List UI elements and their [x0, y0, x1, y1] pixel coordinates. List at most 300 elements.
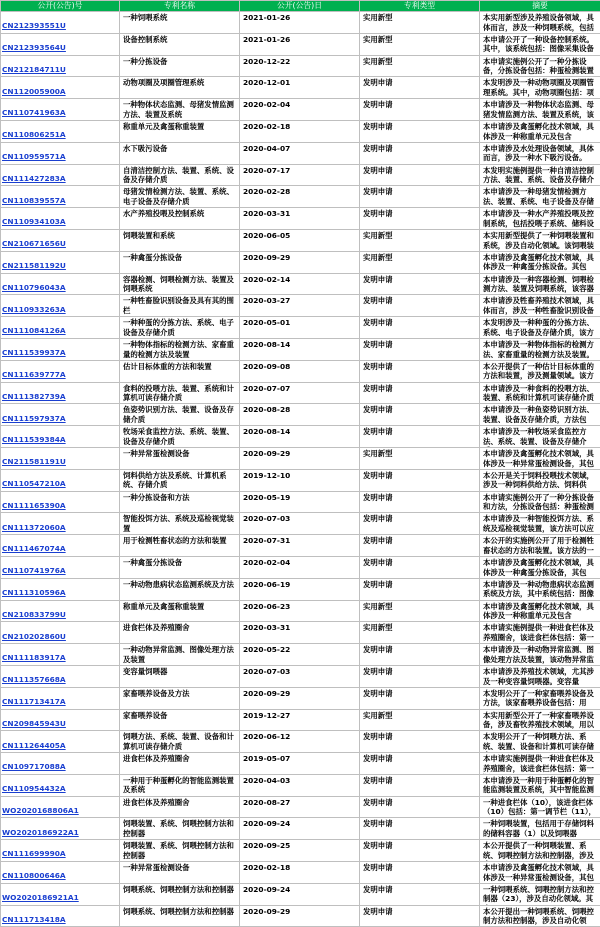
pub-date-cell[interactable]: 2020-05-19	[240, 492, 360, 514]
patent-link[interactable]: CN111382739A	[2, 391, 66, 401]
abstract-cell[interactable]: 本申请涉及禽蛋孵化技术领域，具体涉及一种禽蛋分拣设备。其包	[480, 252, 600, 274]
header-row	[1, 1, 600, 12]
abstract-cell[interactable]: 本申请涉及一种智能投饵方法、系统及巡检视觉装置，该方法可以应	[480, 513, 600, 535]
pub-date-cell[interactable]: 2019-12-10	[240, 470, 360, 492]
pub-no-cell	[1, 99, 120, 121]
abstract-cell[interactable]: 本申请涉及禽蛋孵化技术领域，具体涉及一种称重单元及包含	[480, 121, 600, 143]
type-cell[interactable]: 发明申请	[360, 492, 480, 514]
type-cell[interactable]: 实用新型	[360, 56, 480, 78]
pub-date-cell[interactable]: 2020-08-28	[240, 404, 360, 426]
abstract-cell[interactable]: 本申请涉及一种母猪发情检测方法、装置、系统、电子设备及存储	[480, 186, 600, 208]
table-row[interactable]	[1, 12, 600, 34]
abstract-cell[interactable]: 本公开提出一种饲喂系统、饲喂控制方法和控制器，涉及自动化领	[480, 906, 600, 927]
abstract-cell[interactable]: 本发明公开了一种家畜喂养设备及方法，该家畜喂养设备包括：用	[480, 688, 600, 710]
type-cell[interactable]: 发明申请	[360, 470, 480, 492]
patent-link[interactable]: WO2020186922A1	[2, 827, 79, 837]
header-pub-no[interactable]: 公开(公告)号	[1, 1, 120, 12]
abstract-cell[interactable]: 本实用新型公开了一种家畜喂养设备，涉及畜牧养殖技术领域，用以	[480, 710, 600, 732]
title-cell[interactable]: 家畜喂养设备及方法	[120, 688, 240, 710]
type-cell[interactable]: 发明申请	[360, 644, 480, 666]
pub-no-cell	[1, 56, 120, 78]
patent-link[interactable]: CN110934103A	[2, 217, 66, 227]
pub-no-cell	[1, 513, 120, 535]
table-row[interactable]	[1, 34, 600, 56]
pub-no-cell	[1, 34, 120, 56]
abstract-cell[interactable]: 本实用新型提供了一种饲喂装置和系统，涉及自动化领域。该饲喂装	[480, 230, 600, 252]
abstract-cell[interactable]: 本申请涉及养殖技术领域，尤其涉及一种变容量饲喂器。变容量	[480, 666, 600, 688]
type-cell[interactable]: 实用新型	[360, 448, 480, 470]
pub-no-cell	[1, 710, 120, 732]
table-row[interactable]	[1, 208, 600, 230]
pub-no-cell	[1, 688, 120, 710]
table-row[interactable]	[1, 579, 600, 601]
patent-link[interactable]: WO2020168806A1	[2, 805, 79, 815]
abstract-cell[interactable]: 本实用新型涉及养殖设备领域，具体而言，涉及一种饲喂系统，包括	[480, 12, 600, 34]
abstract-cell[interactable]: 本申请涉及一种鱼姿势识别方法、装置、设备及存储介质，方法包	[480, 404, 600, 426]
type-cell[interactable]: 实用新型	[360, 12, 480, 34]
abstract-cell[interactable]: 本申请涉及一种动物患病状态监测系统及方法，其中系统包括：图像	[480, 579, 600, 601]
abstract-cell[interactable]: 本申请涉及水处理设备领域，具体而言，涉及一种水下吸污设备。	[480, 143, 600, 165]
pub-no-cell	[1, 818, 120, 840]
pub-no-cell	[1, 361, 120, 383]
table-row[interactable]	[1, 470, 600, 492]
pub-date-cell[interactable]: 2020-02-28	[240, 186, 360, 208]
pub-no-cell	[1, 601, 120, 623]
pub-no-cell	[1, 797, 120, 819]
title-cell[interactable]: 用于检测牲畜状态的方法和装置	[120, 535, 240, 557]
pub-date-cell[interactable]: 2020-05-22	[240, 644, 360, 666]
type-cell[interactable]: 实用新型	[360, 230, 480, 252]
title-cell[interactable]: 变容量饲喂器	[120, 666, 240, 688]
abstract-cell[interactable]: 本申请涉及一种食料的投喂方法、装置、系统和计算机可读存储介质	[480, 383, 600, 405]
patent-link[interactable]: CN210833799U	[2, 609, 66, 619]
type-cell[interactable]: 发明申请	[360, 274, 480, 296]
abstract-cell[interactable]: 一种进食栏体（10），该进食栏体（10）包括：第一调节栏（11），	[480, 797, 600, 819]
title-cell[interactable]: 进食栏体及养殖圈舍	[120, 797, 240, 819]
table-row[interactable]	[1, 557, 600, 579]
title-cell[interactable]: 一种禽蛋分拣设备	[120, 557, 240, 579]
title-cell[interactable]: 饲喂装置、系统、饲喂控制方法和控制器	[120, 840, 240, 862]
pub-date-cell[interactable]: 2021-01-26	[240, 34, 360, 56]
pub-date-cell[interactable]: 2020-09-29	[240, 688, 360, 710]
title-cell[interactable]: 动物项圈及项圈管理系统	[120, 77, 240, 99]
table-row[interactable]	[1, 840, 600, 862]
pub-no-cell	[1, 579, 120, 601]
table-row[interactable]	[1, 622, 600, 644]
abstract-cell[interactable]: 本申请实施例公开了一种分拣设备和方法，分拣设备包括：种蛋检测	[480, 492, 600, 514]
pub-no-cell	[1, 862, 120, 884]
type-cell[interactable]: 发明申请	[360, 77, 480, 99]
table-row[interactable]	[1, 601, 600, 623]
patent-link[interactable]: CN110547210A	[2, 478, 66, 488]
abstract-cell[interactable]: 本发明实施例提供一种自清洁控制方法、装置、系统、设备及存储介	[480, 165, 600, 187]
pub-no-cell	[1, 731, 120, 753]
title-cell[interactable]: 一种用于种蛋孵化的智能监测装置及系统	[120, 775, 240, 797]
pub-date-cell[interactable]: 2020-08-14	[240, 426, 360, 448]
abstract-cell[interactable]: 本申请涉及一种水产养殖投喂及控制系统，包括投喂子系统、储料设	[480, 208, 600, 230]
abstract-cell[interactable]: 一种饲喂装置，包括用于存储饲料的储料容器（1）以及饲喂器	[480, 818, 600, 840]
pub-date-cell[interactable]: 2020-04-03	[240, 775, 360, 797]
type-cell[interactable]: 发明申请	[360, 404, 480, 426]
pub-date-cell[interactable]: 2020-06-23	[240, 601, 360, 623]
title-cell[interactable]: 饲料供给方法及系统、计算机系统、存储介质	[120, 470, 240, 492]
type-cell[interactable]: 发明申请	[360, 818, 480, 840]
patent-link[interactable]: CN212393564U	[2, 43, 66, 52]
patent-link[interactable]: CN110796043A	[2, 282, 66, 292]
title-cell[interactable]: 估计目标体重的方法和装置	[120, 361, 240, 383]
pub-no-cell	[1, 143, 120, 165]
type-cell[interactable]: 发明申请	[360, 165, 480, 187]
header-type[interactable]: 专利类型	[360, 1, 480, 12]
title-cell[interactable]: 一种种蛋的分拣方法、系统、电子设备及存储介质	[120, 317, 240, 339]
type-cell[interactable]: 发明申请	[360, 775, 480, 797]
type-cell[interactable]: 发明申请	[360, 797, 480, 819]
table-row[interactable]	[1, 426, 600, 448]
abstract-cell[interactable]: 本申请公开了一种设备控制系统。其中，该系统包括：图像采集设备	[480, 34, 600, 56]
pub-date-cell[interactable]: 2020-07-07	[240, 383, 360, 405]
patent-link[interactable]: CN111467074A	[2, 544, 66, 554]
patent-link[interactable]: WO2020186921A1	[2, 893, 79, 903]
table-row[interactable]	[1, 317, 600, 339]
table-row[interactable]	[1, 295, 600, 317]
patent-link[interactable]: CN111539937A	[2, 348, 66, 358]
pub-no-cell	[1, 884, 120, 906]
pub-date-cell[interactable]: 2020-09-25	[240, 840, 360, 862]
abstract-cell[interactable]: 本申请实施例提供一种进食栏体及养殖圈舍，该进食栏体包括：第一	[480, 753, 600, 775]
pub-date-cell[interactable]: 2020-05-01	[240, 317, 360, 339]
abstract-cell[interactable]: 本申请涉及一种容器检测、饲喂检测方法、装置及饲喂系统，该容器	[480, 274, 600, 296]
type-cell[interactable]: 发明申请	[360, 208, 480, 230]
pub-no-cell	[1, 557, 120, 579]
header-abstract[interactable]: 摘要	[480, 1, 600, 12]
pub-date-cell[interactable]: 2020-12-22	[240, 56, 360, 78]
pub-date-cell[interactable]: 2020-02-18	[240, 862, 360, 884]
pub-date-cell[interactable]: 2019-12-27	[240, 710, 360, 732]
patent-link[interactable]: CN111084126A	[2, 326, 66, 336]
patent-link[interactable]: CN110959571A	[2, 151, 66, 161]
patent-link[interactable]: CN110806251A	[2, 130, 66, 140]
pub-date-cell[interactable]: 2020-09-29	[240, 252, 360, 274]
pub-date-cell[interactable]: 2020-07-17	[240, 165, 360, 187]
abstract-cell[interactable]: 本公开的实施例公开了用于检测牲畜状态的方法和装置。该方法的一	[480, 535, 600, 557]
abstract-cell[interactable]: 本申请涉及牲畜养殖技术领域，具体而言，涉及一种牲畜脸识别设备	[480, 295, 600, 317]
pub-no-cell	[1, 840, 120, 862]
title-cell[interactable]: 饲喂装置、系统、饲喂控制方法和控制器	[120, 818, 240, 840]
pub-no-cell	[1, 12, 120, 34]
table-row[interactable]	[1, 753, 600, 775]
patent-link[interactable]: CN212393551U	[2, 21, 66, 31]
abstract-cell[interactable]: 本申请涉及禽蛋孵化技术领域，具体涉及一种异常蛋检测设备，其包	[480, 862, 600, 884]
abstract-cell[interactable]: 本申请涉及一种牧场采食监控方法、系统、装置、设备及存储介	[480, 426, 600, 448]
pub-no-cell	[1, 448, 120, 470]
type-cell[interactable]: 发明申请	[360, 339, 480, 361]
pub-no-cell	[1, 208, 120, 230]
pub-no-cell	[1, 317, 120, 339]
title-cell[interactable]: 一种饲喂系统	[120, 12, 240, 34]
patent-link[interactable]: CN111372060A	[2, 522, 66, 532]
type-cell[interactable]: 发明申请	[360, 731, 480, 753]
abstract-cell[interactable]: 本申请涉及禽蛋孵化技术领域，具体涉及一种称重单元及包含	[480, 601, 600, 623]
title-cell[interactable]: 饲喂方法、系统、装置、设备和计算机可读存储介质	[120, 731, 240, 753]
pub-date-cell[interactable]: 2020-07-03	[240, 513, 360, 535]
abstract-cell[interactable]: 本公开是关于饲料投喂技术领域，涉及一种饲料供给方法、饲料供	[480, 470, 600, 492]
title-cell[interactable]: 自清洁控制方法、装置、系统、设备及存储介质	[120, 165, 240, 187]
table-row[interactable]	[1, 492, 600, 514]
patent-link[interactable]: CN109717088A	[2, 762, 66, 772]
type-cell[interactable]: 实用新型	[360, 601, 480, 623]
type-cell[interactable]: 发明申请	[360, 884, 480, 906]
title-cell[interactable]: 称重单元及禽蛋称重装置	[120, 601, 240, 623]
patent-link[interactable]: CN110741963A	[2, 108, 66, 118]
abstract-cell[interactable]: 本申请涉及一种物体状态监测、母猪发情监测方法、装置及系统，该	[480, 99, 600, 121]
table-row[interactable]	[1, 274, 600, 296]
pub-no-cell	[1, 753, 120, 775]
pub-no-cell	[1, 906, 120, 927]
type-cell[interactable]: 发明申请	[360, 426, 480, 448]
table-row[interactable]	[1, 666, 600, 688]
type-cell[interactable]: 实用新型	[360, 34, 480, 56]
table-row[interactable]	[1, 361, 600, 383]
patent-link[interactable]: CN111597937A	[2, 413, 66, 423]
pub-no-cell	[1, 666, 120, 688]
pub-date-cell[interactable]: 2020-09-24	[240, 884, 360, 906]
table-row[interactable]	[1, 513, 600, 535]
pub-date-cell[interactable]: 2020-04-07	[240, 143, 360, 165]
pub-date-cell[interactable]: 2020-08-27	[240, 797, 360, 819]
title-cell[interactable]: 一种动物患病状态监测系统及方法	[120, 579, 240, 601]
pub-no-cell	[1, 622, 120, 644]
patent-link[interactable]: CN111427283A	[2, 173, 66, 183]
type-cell[interactable]: 发明申请	[360, 688, 480, 710]
title-cell[interactable]: 进食栏体及养殖圈舍	[120, 753, 240, 775]
table-row[interactable]	[1, 775, 600, 797]
type-cell[interactable]: 发明申请	[360, 557, 480, 579]
title-cell[interactable]: 鱼姿势识别方法、装置、设备及存储介质	[120, 404, 240, 426]
table-row[interactable]	[1, 448, 600, 470]
pub-date-cell[interactable]: 2020-12-01	[240, 77, 360, 99]
abstract-cell[interactable]: 本申请涉及禽蛋孵化技术领域，具体涉及一种异常蛋检测设备，其包	[480, 448, 600, 470]
pub-date-cell[interactable]: 2020-09-08	[240, 361, 360, 383]
pub-date-cell[interactable]: 2020-09-29	[240, 448, 360, 470]
title-cell[interactable]: 饲喂系统、饲喂控制方法和控制器	[120, 884, 240, 906]
pub-date-cell[interactable]: 2020-06-12	[240, 731, 360, 753]
patent-link[interactable]: CN111357668A	[2, 675, 66, 685]
table-row[interactable]	[1, 710, 600, 732]
title-cell[interactable]: 母猪发情检测方法、装置、系统、电子设备及存储介质	[120, 186, 240, 208]
pub-date-cell[interactable]: 2020-03-27	[240, 295, 360, 317]
patent-link[interactable]: CN111310596A	[2, 587, 66, 597]
type-cell[interactable]: 发明申请	[360, 535, 480, 557]
abstract-cell[interactable]: 本申请实施例公开了一种分拣设备，分拣设备包括：种蛋检测装置	[480, 56, 600, 78]
pub-date-cell[interactable]: 2020-09-29	[240, 906, 360, 927]
patent-link[interactable]: CN210202860U	[2, 631, 66, 641]
abstract-cell[interactable]: 本申请涉及一种用于种蛋孵化的智能监测装置及系统，其中智能监测	[480, 775, 600, 797]
pub-no-cell	[1, 230, 120, 252]
table-row[interactable]	[1, 339, 600, 361]
table-row[interactable]	[1, 884, 600, 906]
type-cell[interactable]: 发明申请	[360, 862, 480, 884]
patent-link[interactable]: CN110839557A	[2, 195, 66, 205]
patent-link[interactable]: CN111264405A	[2, 740, 66, 750]
patent-link[interactable]: CN110741976A	[2, 566, 66, 576]
patent-link[interactable]: CN110933263A	[2, 304, 66, 314]
table-row[interactable]	[1, 99, 600, 121]
type-cell[interactable]: 发明申请	[360, 317, 480, 339]
table-row[interactable]	[1, 56, 600, 78]
header-title[interactable]: 专利名称	[120, 1, 240, 12]
patent-link[interactable]: CN111539384A	[2, 435, 66, 445]
pub-no-cell	[1, 644, 120, 666]
table-row[interactable]	[1, 862, 600, 884]
title-cell[interactable]: 智能投饵方法、系统及巡检视觉装置	[120, 513, 240, 535]
title-cell[interactable]: 饲喂系统、饲喂控制方法和控制器	[120, 906, 240, 927]
title-cell[interactable]: 容器检测、饲喂检测方法、装置及饲喂系统	[120, 274, 240, 296]
abstract-cell[interactable]: 本申请涉及一种动物异常监测、图像处理方法及装置，该动物异常监	[480, 644, 600, 666]
pub-no-cell	[1, 383, 120, 405]
title-cell[interactable]: 饲喂装置和系统	[120, 230, 240, 252]
abstract-cell[interactable]: 一种饲喂系统、饲喂控制方法和控制器（23），涉及自动化领域。其	[480, 884, 600, 906]
pub-date-cell[interactable]: 2021-01-26	[240, 12, 360, 34]
type-cell[interactable]: 发明申请	[360, 121, 480, 143]
type-cell[interactable]: 发明申请	[360, 753, 480, 775]
title-cell[interactable]: 水下吸污设备	[120, 143, 240, 165]
patent-link[interactable]: CN111639777A	[2, 369, 66, 379]
patent-link[interactable]: CN111699990A	[2, 849, 66, 859]
patent-link[interactable]: CN210671656U	[2, 239, 66, 249]
table-row[interactable]	[1, 906, 600, 927]
pub-no-cell	[1, 404, 120, 426]
type-cell[interactable]: 发明申请	[360, 906, 480, 927]
pub-date-cell[interactable]: 2020-02-18	[240, 121, 360, 143]
table-row[interactable]	[1, 77, 600, 99]
header-pub-date[interactable]: 公开(公告)日	[240, 1, 360, 12]
abstract-cell[interactable]: 本公开提供了一种饲喂装置、系统、饲喂控制方法和控制器，涉及	[480, 840, 600, 862]
pub-no-cell	[1, 77, 120, 99]
pub-no-cell	[1, 274, 120, 296]
type-cell[interactable]: 发明申请	[360, 295, 480, 317]
pub-no-cell	[1, 470, 120, 492]
pub-date-cell[interactable]: 2020-06-05	[240, 230, 360, 252]
abstract-cell[interactable]: 本发明涉及一种动物项圈及项圈管理系统。其中，动物项圈包括：项	[480, 77, 600, 99]
pub-no-cell	[1, 492, 120, 514]
title-cell[interactable]: 食料的投喂方法、装置、系统和计算机可读存储介质	[120, 383, 240, 405]
title-cell[interactable]: 进食栏体及养殖圈舍	[120, 622, 240, 644]
patent-link[interactable]: CN211581192U	[2, 260, 66, 270]
pub-no-cell	[1, 339, 120, 361]
abstract-cell[interactable]: 本申请涉及一种物体指标的检测方法、家畜重量的检测方法及装置。	[480, 339, 600, 361]
type-cell[interactable]: 发明申请	[360, 666, 480, 688]
title-cell[interactable]: 一种分拣设备	[120, 56, 240, 78]
table-row[interactable]	[1, 404, 600, 426]
pub-no-cell	[1, 775, 120, 797]
patent-link[interactable]: CN111165390A	[2, 500, 66, 510]
pub-date-cell[interactable]: 2020-09-24	[240, 818, 360, 840]
table-row[interactable]	[1, 252, 600, 274]
table-row[interactable]	[1, 818, 600, 840]
title-cell[interactable]: 家畜喂养设备	[120, 710, 240, 732]
patent-link[interactable]: CN112005900A	[2, 86, 66, 96]
pub-date-cell[interactable]: 2020-06-19	[240, 579, 360, 601]
type-cell[interactable]: 发明申请	[360, 361, 480, 383]
pub-no-cell	[1, 426, 120, 448]
table-row[interactable]	[1, 797, 600, 819]
title-cell[interactable]: 一种异常蛋检测设备	[120, 862, 240, 884]
pub-date-cell[interactable]: 2020-07-03	[240, 666, 360, 688]
pub-date-cell[interactable]: 2019-05-07	[240, 753, 360, 775]
pub-date-cell[interactable]: 2020-07-31	[240, 535, 360, 557]
title-cell[interactable]: 一种物体状态监测、母猪发情监测方法、装置及系统	[120, 99, 240, 121]
patent-link[interactable]: CN209845943U	[2, 718, 66, 728]
type-cell[interactable]: 发明申请	[360, 143, 480, 165]
pub-no-cell	[1, 252, 120, 274]
title-cell[interactable]: 称重单元及禽蛋称重装置	[120, 121, 240, 143]
pub-date-cell[interactable]: 2020-02-04	[240, 99, 360, 121]
patent-link[interactable]: CN212184711U	[2, 64, 66, 74]
table-row[interactable]	[1, 731, 600, 753]
patent-link[interactable]: CN111713417A	[2, 696, 66, 706]
pub-date-cell[interactable]: 2020-08-14	[240, 339, 360, 361]
table-row[interactable]	[1, 688, 600, 710]
pub-no-cell	[1, 121, 120, 143]
title-cell[interactable]: 一种禽蛋分拣设备	[120, 252, 240, 274]
type-cell[interactable]: 发明申请	[360, 383, 480, 405]
title-cell[interactable]: 一种异常蛋检测设备	[120, 448, 240, 470]
abstract-cell[interactable]: 本发明涉及一种种蛋的分拣方法、系统、电子设备及存储介质，该方	[480, 317, 600, 339]
type-cell[interactable]: 实用新型	[360, 622, 480, 644]
patent-link[interactable]: CN111183917A	[2, 653, 66, 663]
type-cell[interactable]: 发明申请	[360, 99, 480, 121]
table-row[interactable]	[1, 165, 600, 187]
pub-date-cell[interactable]: 2020-03-31	[240, 622, 360, 644]
type-cell[interactable]: 发明申请	[360, 513, 480, 535]
patent-link[interactable]: CN111713418A	[2, 914, 66, 924]
title-cell[interactable]: 水产养殖投喂及控制系统	[120, 208, 240, 230]
table-row[interactable]	[1, 644, 600, 666]
table-row[interactable]	[1, 121, 600, 143]
type-cell[interactable]: 实用新型	[360, 710, 480, 732]
patent-link[interactable]: CN110800646A	[2, 871, 66, 881]
type-cell[interactable]: 发明申请	[360, 840, 480, 862]
type-cell[interactable]: 实用新型	[360, 252, 480, 274]
pub-no-cell	[1, 295, 120, 317]
pub-no-cell	[1, 186, 120, 208]
pub-no-cell	[1, 165, 120, 187]
abstract-cell[interactable]: 本发明公开了一种饲喂方法、系统、装置、设备和计算机可读存储	[480, 731, 600, 753]
pub-date-cell[interactable]: 2020-03-31	[240, 208, 360, 230]
type-cell[interactable]: 发明申请	[360, 186, 480, 208]
pub-no-cell	[1, 535, 120, 557]
title-cell[interactable]: 一种动物异常监测、图像处理方法及装置	[120, 644, 240, 666]
patent-link[interactable]: CN110954432A	[2, 784, 66, 794]
abstract-cell[interactable]: 本申请实施例提供一种进食栏体及养殖圈舍，该进食栏体包括：第一	[480, 622, 600, 644]
title-cell[interactable]: 牧场采食监控方法、系统、装置、设备及存储介质	[120, 426, 240, 448]
table-row[interactable]	[1, 383, 600, 405]
table-row[interactable]	[1, 186, 600, 208]
title-cell[interactable]: 一种物体指标的检测方法、家畜重量的检测方法及装置	[120, 339, 240, 361]
table-row[interactable]	[1, 230, 600, 252]
abstract-cell[interactable]: 本公开提供了一种估计目标体重的方法和装置，涉及测量领域。该方	[480, 361, 600, 383]
table-row[interactable]	[1, 535, 600, 557]
abstract-cell[interactable]: 本申请涉及禽蛋孵化技术领域，具体涉及一种禽蛋分拣设备，其包	[480, 557, 600, 579]
title-cell[interactable]: 一种牲畜脸识别设备及具有其的围栏	[120, 295, 240, 317]
patent-link[interactable]: CN211581191U	[2, 457, 66, 467]
type-cell[interactable]: 发明申请	[360, 579, 480, 601]
table-row[interactable]	[1, 143, 600, 165]
title-cell[interactable]: 一种分拣设备和方法	[120, 492, 240, 514]
title-cell[interactable]: 设备控制系统	[120, 34, 240, 56]
pub-date-cell[interactable]: 2020-02-14	[240, 274, 360, 296]
pub-date-cell[interactable]: 2020-02-04	[240, 557, 360, 579]
